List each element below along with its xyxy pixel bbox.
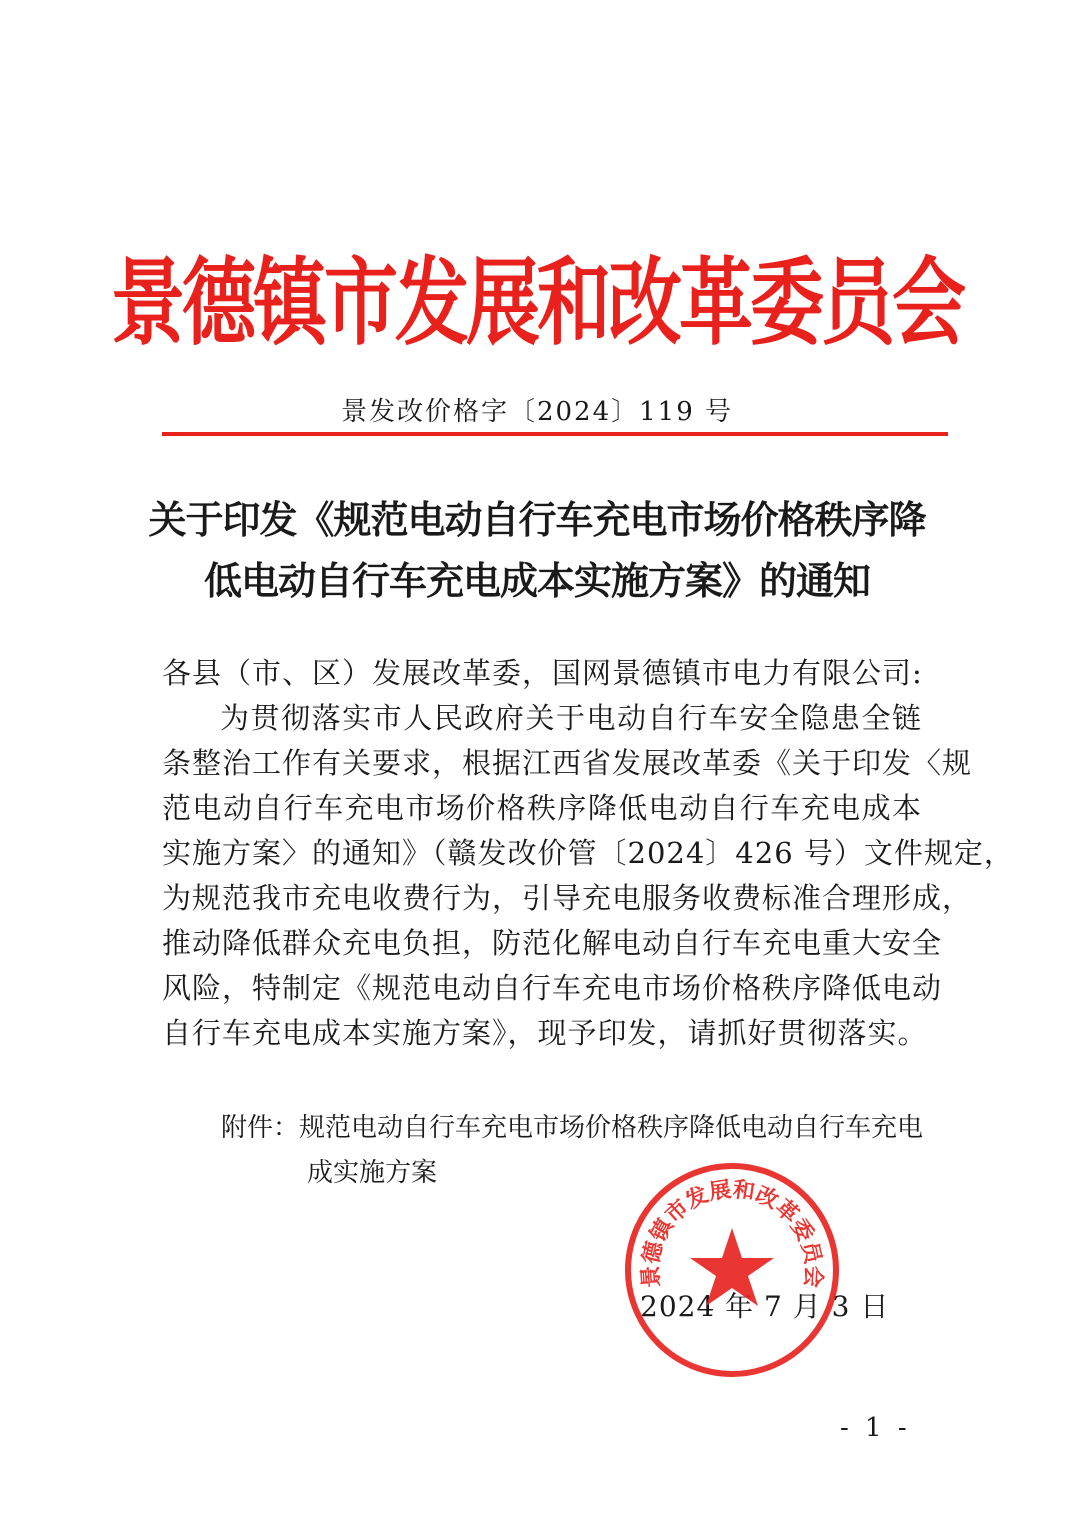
attachment-line-2: 成实施方案	[307, 1158, 438, 1188]
body-line: 为贯彻落实市人民政府关于电动自行车安全隐患全链	[220, 701, 922, 735]
body-line: 为规范我市充电收费行为，引导充电服务收费标准合理形成，	[162, 881, 973, 915]
official-seal	[622, 1160, 842, 1380]
body-line: 实施方案〉的通知》（赣发改价管〔2024〕426 号）文件规定，	[162, 836, 1014, 870]
red-divider	[162, 432, 948, 436]
org-title: 景德镇市发展和改革委员会	[111, 248, 963, 359]
seal-text: 景德镇市发展和改革委员会	[638, 1177, 826, 1289]
page-number: - 1 -	[840, 1413, 911, 1443]
attachment-line-1: 附件：规范电动自行车充电市场价格秩序降低电动自行车充电	[221, 1113, 924, 1143]
body-line: 范电动自行车充电市场价格秩序降低电动自行车充电成本	[162, 791, 922, 825]
headline-line-1: 关于印发《规范电动自行车充电市场价格秩序降	[148, 497, 926, 542]
star-icon	[690, 1228, 774, 1306]
body-line: 条整治工作有关要求，根据江西省发展改革委《关于印发〈规	[162, 746, 973, 780]
body-line: 风险，特制定《规范电动自行车充电市场价格秩序降低电动	[162, 971, 943, 1005]
document-number: 景发改价格字〔2024〕119 号	[340, 397, 734, 427]
body-line: 推动降低群众充电负担，防范化解电动自行车充电重大安全	[162, 926, 943, 960]
headline-line-2: 低电动自行车充电成本实施方案》的通知	[203, 558, 870, 603]
salutation: 各县（市、区）发展改革委，国网景德镇市电力有限公司:	[162, 656, 923, 690]
issue-date: 2024 年 7 月 3 日	[640, 1290, 890, 1323]
body-line: 自行车充电成本实施方案》，现予印发，请抓好贯彻落实。	[162, 1016, 928, 1050]
